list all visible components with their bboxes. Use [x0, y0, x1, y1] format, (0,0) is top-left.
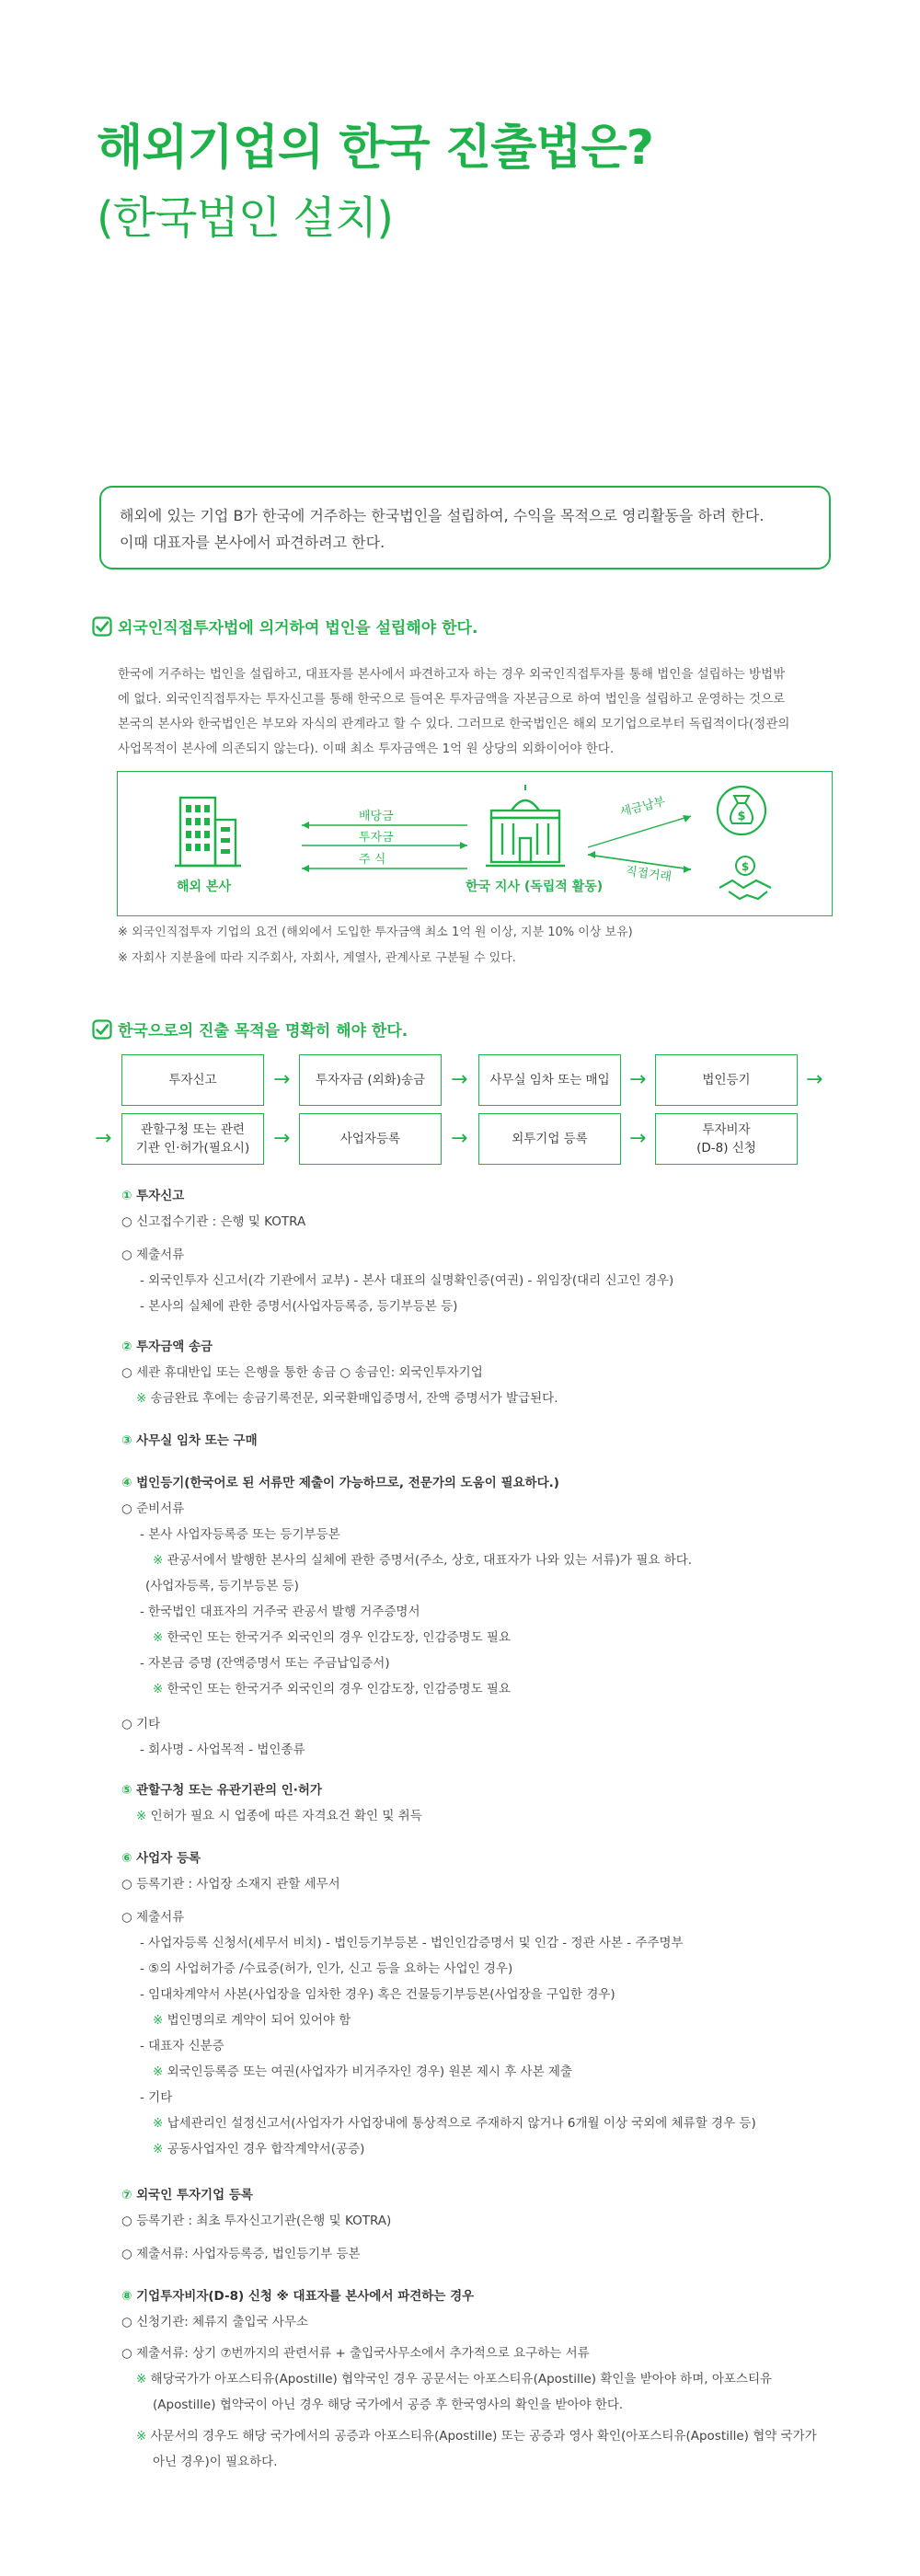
intro-line-2: 이때 대표자를 본사에서 파견하려고 한다.: [120, 534, 385, 551]
flow-step-label: 기관 인·허가(필요시): [135, 1141, 250, 1156]
page-subtitle: (한국법인 설치): [97, 192, 393, 244]
section1-heading-text: 외국인직접투자법에 의거하여 법인을 설립해야 한다.: [118, 619, 478, 638]
step1-line: - 외국인투자 신고서(각 기관에서 교부) - 본사 대표의 실명확인증(여권) - 위임장(대리 신고인 경우): [140, 1273, 674, 1288]
flow-step-2: [299, 1054, 442, 1106]
step5-title: ⑤ 관할구청 또는 유관기관의 인·허가: [121, 1783, 322, 1798]
government-building-icon: [484, 785, 567, 869]
step2-line: ○ 세관 휴대반입 또는 은행을 통한 송금 ○ 송금인: 외국인투자기업: [121, 1365, 483, 1380]
section1-para-line: 사업목적이 본사에 의존되지 않는다). 이때 최소 투자금액은 1억 원 상당의 외화이어야 한다.: [118, 742, 615, 756]
flow-step-6: [299, 1113, 442, 1165]
section2-heading: [92, 1018, 408, 1041]
flow-step-7: [478, 1113, 621, 1165]
section2-heading-text: 한국으로의 진출 목적을 명확히 해야 한다.: [118, 1022, 408, 1041]
flow-step-label: 투자자금 (외화)송금: [315, 1073, 426, 1087]
step6-line: ○ 제출서류: [121, 1910, 185, 1925]
step6-note: ※ 법인명의로 계약이 되어 있어야 함: [153, 2013, 351, 2028]
hq-label: 해외 본사: [177, 880, 231, 894]
money-bag-icon: [712, 779, 771, 838]
step5-note: ※ 인허가 필요 시 업종에 따른 자격요건 확인 및 취득: [136, 1809, 422, 1823]
step4-line: - 본사 사업자등록증 또는 등기부등본: [140, 1527, 340, 1542]
step1-line: ○ 신고접수기관 : 은행 및 KOTRA: [121, 1214, 306, 1229]
handshake-icon: [716, 851, 775, 910]
step6-line: - 기타: [140, 2090, 173, 2105]
flow-arrow: →: [451, 1068, 468, 1091]
flow-arrow: →: [629, 1127, 647, 1150]
flow-step-label: 투자신고: [168, 1073, 217, 1087]
section1-para-line: 한국에 거주하는 법인을 설립하고, 대표자를 본사에서 파견하고자 하는 경우 외국인직접투자를 통해 법인을 설립하는 방법밖: [118, 667, 786, 682]
intro-line-1: 해외에 있는 기업 B가 한국에 거주하는 한국법인을 설립하여, 수익을 목적으로 영리활동을 하려 한다.: [120, 507, 765, 524]
intro-box: [99, 486, 831, 569]
step1-line: ○ 제출서류: [121, 1248, 185, 1262]
step4-line: - 한국법인 대표자의 거주국 관공서 발행 거주증명서: [140, 1604, 420, 1619]
step6-line: - ⑤의 사업허가증 /수료증(허가, 인가, 신고 등을 요하는 사업인 경우): [140, 1961, 513, 1976]
step3-title: ③ 사무실 임차 또는 구매: [121, 1433, 258, 1448]
structure-diagram: [117, 771, 833, 916]
step6-line: - 사업자등록 신청서(세무서 비치) - 법인등기부등본 - 법인인감증명서 및 인감 - 정관 사본 - 주주명부: [140, 1936, 684, 1950]
step4-line: (사업자등록, 등기부등본 등): [145, 1579, 299, 1593]
step6-note: ※ 공동사업자인 경우 합작계약서(공증): [153, 2142, 365, 2156]
step4-line: - 자본금 증명 (잔액증명서 또는 주금납입증서): [140, 1656, 390, 1671]
flow-arrow: →: [273, 1127, 291, 1150]
section1-para-line: 본국의 본사와 한국법인은 부모와 자식의 관계라고 할 수 있다. 그러므로 한국법인은 해외 모기업으로부터 독립적이다(정관의: [118, 717, 790, 731]
step6-title: ⑥ 사업자 등록: [121, 1851, 201, 1866]
branch-label: 한국 지사 (독립적 활동): [466, 880, 604, 894]
step6-note: ※ 납세관리인 설정신고서(사업자가 사업장내에 통상적으로 주재하지 않거나 6개월 이상 국외에 체류할 경우 등): [153, 2116, 756, 2131]
flow-arrow: →: [629, 1068, 647, 1091]
flow-step-8: [655, 1113, 798, 1165]
step1-title: ① 투자신고: [121, 1189, 185, 1203]
step6-note: ※ 외국인등록증 또는 여권(사업자가 비거주자인 경우) 원본 제시 후 사본 제출: [153, 2064, 572, 2079]
building-icon: [175, 792, 241, 868]
step8-note: ※ 해당국가가 아포스티유(Apostille) 협약국인 경우 공문서는 아포스티유(Apostille) 확인을 받아야 하며, 아포스티유: [136, 2372, 773, 2386]
svg-text:$: $: [741, 860, 750, 873]
flow-step-1: [121, 1054, 264, 1106]
step8-line: ○ 신청기관: 체류지 출입국 사무소: [121, 2315, 309, 2329]
step7-line: ○ 등록기관 : 최초 투자신고기관(은행 및 KOTRA): [121, 2214, 392, 2228]
direct-trade-label: 직접거래: [624, 864, 673, 885]
step8-line: ○ 제출서류: 상기 ⑦번까지의 관련서류 + 출입국사무소에서 추가적으로 요구하는 서류: [121, 2346, 590, 2361]
flow-step-4: [655, 1054, 798, 1106]
svg-text:$: $: [737, 810, 746, 823]
step8-note: (Apostille) 협약국이 아닌 경우 해당 국가에서 공증 후 한국영사의 확인을 받아야 한다.: [153, 2398, 624, 2412]
arrow-dividend-label: 배당금: [359, 810, 394, 823]
flow-arrow: →: [806, 1068, 823, 1091]
section1-heading: [92, 615, 477, 638]
flow-arrow: →: [451, 1127, 468, 1150]
step4-line: ○ 기타: [121, 1717, 161, 1731]
check-icon: [92, 1019, 112, 1040]
flow-step-label: 사업자등록: [339, 1132, 401, 1146]
flow-step-label: 투자비자: [702, 1122, 751, 1137]
flow-arrow: →: [273, 1068, 291, 1091]
flow-step-3: [478, 1054, 621, 1106]
arrow-stock-label: 주 식: [359, 853, 386, 867]
arrow-investment-label: 투자금: [359, 831, 394, 845]
step2-title: ② 투자금액 송금: [121, 1340, 213, 1354]
note-subsidiary: ※ 자회사 지분율에 따라 지주회사, 자회사, 계열사, 관계사로 구분될 수 있다.: [118, 951, 516, 965]
section1-paragraph: [118, 662, 834, 762]
step4-note: ※ 한국인 또는 한국거주 외국인의 경우 인감도장, 인감증명도 필요: [153, 1630, 511, 1645]
flow-step-label: (D-8) 신청: [696, 1141, 756, 1156]
note-requirements: ※ 외국인직접투자 기업의 요건 (해외에서 도입한 투자금액 최소 1억 원 이상, 지분 10% 이상 보유): [118, 926, 633, 939]
step7-title: ⑦ 외국인 투자기업 등록: [121, 2188, 253, 2202]
step2-note: ※ 송금완료 후에는 송금기록전문, 외국환매입증명서, 잔액 증명서가 발급된다.: [136, 1391, 558, 1406]
step4-title: ④ 법인등기(한국어로 된 서류만 제출이 가능하므로, 전문가의 도움이 필요하다.): [121, 1476, 559, 1490]
step8-note: ※ 사문서의 경우도 해당 국가에서의 공증과 아포스티유(Apostille) 또는 공증과 영사 확인(아포스티유(Apostille) 협약 국가가: [136, 2429, 817, 2444]
flow-arrow: →: [95, 1127, 112, 1150]
step7-line: ○ 제출서류: 사업자등록증, 법인등기부 등본: [121, 2247, 361, 2261]
step4-note: ※ 관공서에서 발행한 본사의 실체에 관한 증명서(주소, 상호, 대표자가 나와 있는 서류)가 필요 하다.: [153, 1553, 693, 1568]
flow-step-5: [121, 1113, 264, 1165]
tax-payment-label: 세금납부: [618, 795, 667, 820]
step4-note: ※ 한국인 또는 한국거주 외국인의 경우 인감도장, 인감증명도 필요: [153, 1682, 511, 1696]
check-icon: [92, 616, 112, 637]
step6-line: - 임대차계약서 사본(사업장을 임차한 경우) 혹은 건물등기부등본(사업장을 구입한 경우): [140, 1987, 615, 2002]
step4-line: - 회사명 - 사업목적 - 법인종류: [140, 1742, 305, 1757]
step6-line: - 대표자 신분증: [140, 2039, 224, 2053]
section1-para-line: 에 없다. 외국인직접투자는 투자신고를 통해 한국으로 들여온 투자금액을 자본금으로 하여 법인을 설립하고 운영하는 것으로: [118, 692, 786, 707]
step6-line: ○ 등록기관 : 사업장 소재지 관할 세무서: [121, 1877, 340, 1892]
flow-step-label: 관할구청 또는 관련: [141, 1122, 245, 1137]
step4-line: ○ 준비서류: [121, 1501, 185, 1516]
step1-line: - 본사의 실체에 관한 증명서(사업자등록증, 등기부등본 등): [140, 1299, 458, 1314]
flow-step-label: 사무실 임차 또는 매입: [489, 1073, 610, 1087]
step8-note: 아닌 경우)이 필요하다.: [153, 2455, 278, 2469]
step8-title: ⑧ 기업투자비자(D-8) 신청 ※ 대표자를 본사에서 파견하는 경우: [121, 2289, 475, 2304]
flow-step-label: 법인등기: [702, 1073, 751, 1087]
flow-step-label: 외투기업 등록: [512, 1132, 588, 1146]
page-title: 해외기업의 한국 진출법은?: [97, 121, 653, 176]
